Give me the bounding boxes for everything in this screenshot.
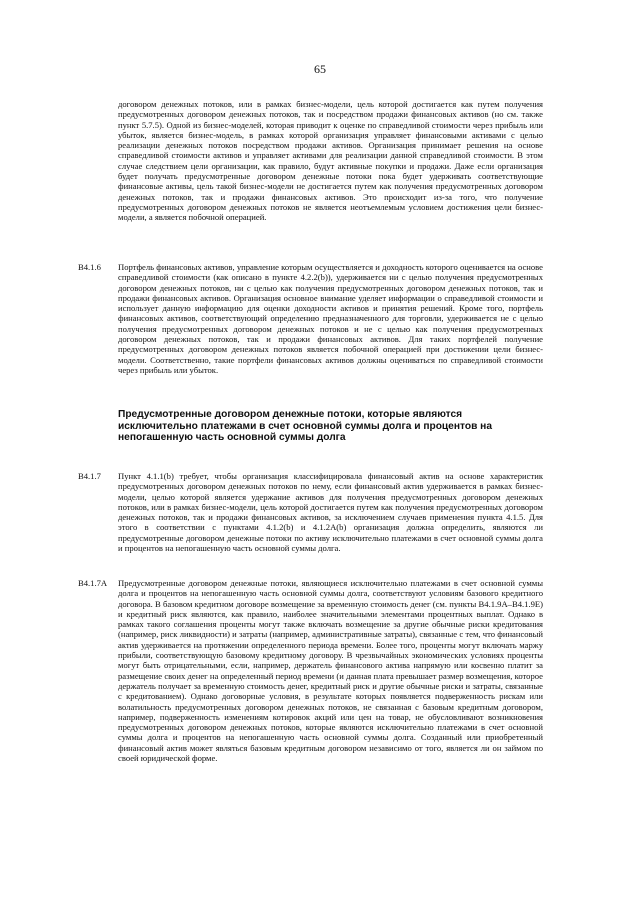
paragraph-b417a: Предусмотренные договором денежные потоки, являющиеся исключительно платежами в счет основной суммы долга и процентов на непогашенную часть основной суммы долга, соответствуют условиям базового кредитного договора. В базовом кредитном договоре возмещение за временную стоимость денег (см. пункты B4.1.9A–B4.1.9E) и кредитный риск являются, как правило, наиболее значительными элементами процентных выплат. Однако в рамках такого соглашения проценты могут также включать возмещение за другие обычные риски кредитования (например, риск ликвидности) и затраты (например, административные затраты), связанные с тем, что финансовый актив удерживается на протяжении определенного периода времени. Более того, проценты могут включать маржу прибыли, соответствующую базовому кредитному договору. В чрезвычайных экономических условиях проценты могут быть отрицательными, если, например, держатель финансового актива напрямую или косвенно платит за размещение своих денег на определенный период времени (и данная плата превышает размер возмещения, которое держатель получает за временную стоимость денег, кредитный риск и другие обычные риски и затраты, связанные с кредитованием). Однако договорные условия, в результате которых появляется подверженность рискам или волатильность предусмотренных договором денежных потоков, не связанная с базовым кредитным договором, например, подверженность изменениям котировок акций или цен на товар, не обусловливают возникновения предусмотренных договором денежных потоков, которые являются исключительно платежами в счет основной суммы долга и процентов на непогашенную часть основной суммы долга. Созданный или приобретенный финансовый актив может являться базовым кредитным договором независимо от того, является ли он займом по своей юридической форме. [118, 578, 543, 764]
paragraph-number-b416: B4.1.6 [78, 262, 101, 272]
paragraph-b417: Пункт 4.1.1(b) требует, чтобы организация классифицировала финансовый актив на основе характеристик предусмотренных договором денежных потоков по нему, если финансовый актив удерживается в рамках бизнес-модели, целью которой является удержание активов для получения предусмотренных договором денежных потоков, или в рамках бизнес-модели, цель которой достигается путем как получения предусмотренных договором денежных потоков, так и продажи финансовых активов, за исключением случаев применения пункта 4.1.5. Для этого в соответствии с пунктами 4.1.2(b) и 4.1.2A(b) организация должна определить, являются ли предусмотренные договором денежные потоки по активу исключительно платежами в счет основной суммы долга и процентов на непогашенную часть основной суммы долга. [118, 471, 543, 554]
intro-paragraph-block [118, 99, 543, 223]
paragraph-b417a-block [118, 578, 543, 763]
paragraph-b416: Портфель финансовых активов, управление которым осуществляется и доходность которого оценивается на основе справедливой стоимости (как описано в пункте 4.2.2(b)), удерживается ни с целью получения предусмотренных договором денежных потоков, ни с целью как получения предусмотренных договором денежных потоков, так и продажи финансовых активов. Организация основное внимание уделяет информации о справедливой стоимости и использует данную информацию для оценки доходности активов и принятия решений. Кроме того, портфель финансовых активов, соответствующий определению предназначенного для торговли, удерживается не с целью получения предусмотренных договором денежных потоков и не с целью как получения предусмотренных договором денежных потоков, так и продажи финансовых активов. Для таких портфелей получение предусмотренных договором денежных потоков является побочной операцией при достижении цели бизнес-модели. Соответственно, такие портфели финансовых активов должны оцениваться по справедливой стоимости через прибыль или убыток. [118, 262, 543, 375]
page-number: 65 [314, 62, 326, 76]
paragraph-b417-block [118, 471, 543, 553]
section-heading: Предусмотренные договором денежные потоки, которые являются исключительно платежами в счет основной суммы долга и процентов на непогашенную часть основной суммы долга [118, 409, 492, 444]
paragraph-number-b417: B4.1.7 [78, 471, 101, 481]
paragraph-number-b417a: B4.1.7A [78, 578, 108, 588]
paragraph-b416-block [118, 262, 543, 375]
intro-paragraph: договором денежных потоков, или в рамках бизнес-модели, цель которой достигается как путем получения предусмотренных договором денежных потоков, так и посредством продажи финансовых активов (но см. также пункт 5.7.5). Одной из бизнес-моделей, которая приводит к оценке по справедливой стоимости через прибыль или убыток, является бизнес-модель, в рамках которой организация управляет финансовыми активами с целью реализации денежных потоков посредством продажи активов. Организация принимает решения на основе справедливой стоимости активов и управляет активами для реализации данной справедливой стоимости. В этом случае следствием цели организации, как правило, будут активные покупки и продажи. Даже если организация будет получать предусмотренные договором денежные потоки пока будет удерживать соответствующие финансовые активы, цель такой бизнес-модели не достигается путем как получения предусмотренных договором денежных потоков, так и продажи финансовых активов. Это происходит из-за того, что получение предусмотренных договором денежных потоков не является неотъемлемым условием достижения цели бизнес-модели, а является побочной операцией. [118, 99, 543, 223]
